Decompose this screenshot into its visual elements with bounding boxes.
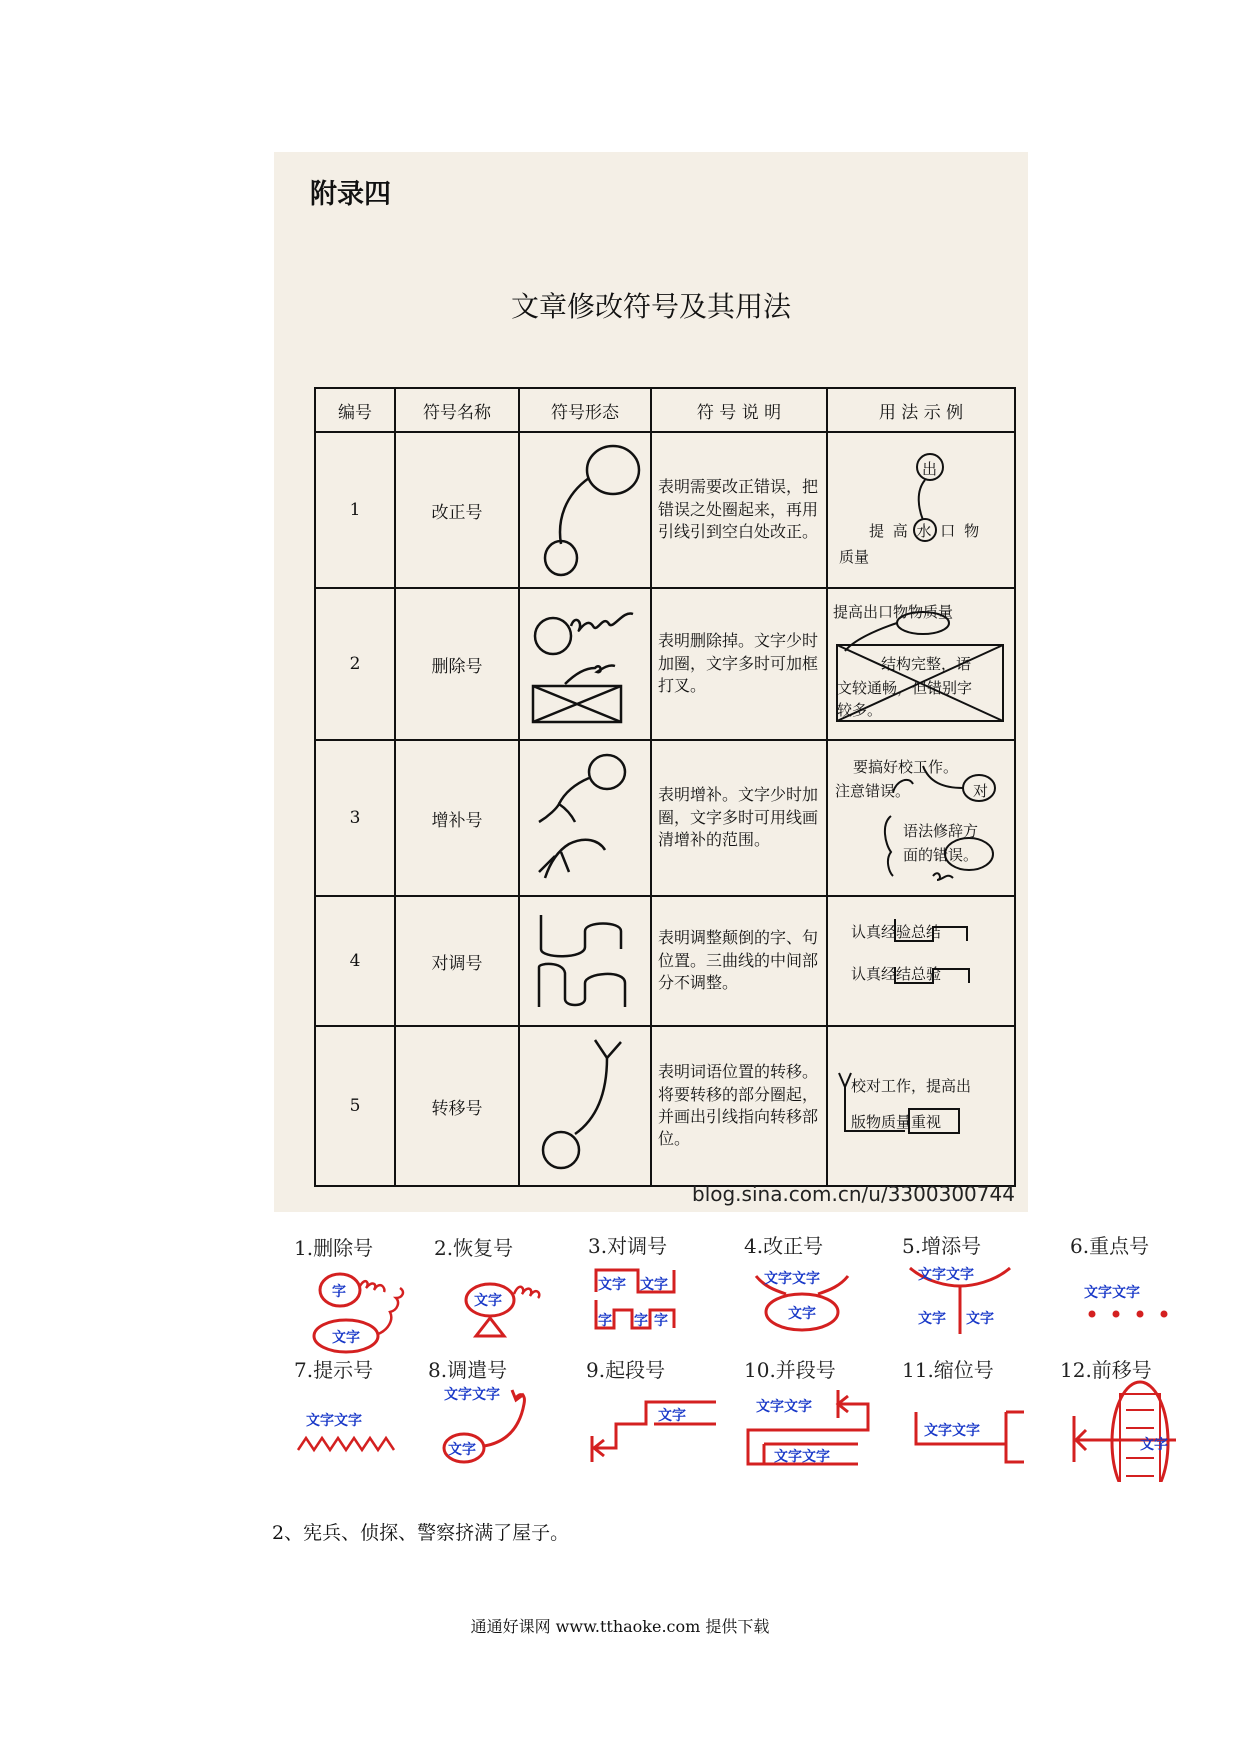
symbol-sample-word: 字 xyxy=(332,1284,346,1300)
exercise-sentence: 2、宪兵、侦探、警察挤满了屋子。 xyxy=(272,1522,570,1544)
symbol-sample-word: 文字 xyxy=(1140,1437,1168,1453)
appendix-heading: 附录四 xyxy=(310,179,391,210)
row-example xyxy=(827,432,1015,588)
row-description: 表明需要改正错误，把错误之处圈起来，再用引线引到空白处改正。 xyxy=(651,432,827,588)
proofreading-symbols-chart xyxy=(270,1230,1230,1520)
row-number: 5 xyxy=(315,1026,395,1186)
row-example xyxy=(827,740,1015,896)
symbol-label: 12.前移号 xyxy=(1060,1358,1152,1382)
symbol-sample-word: 文字文字 xyxy=(764,1271,820,1287)
table-row xyxy=(315,588,1015,740)
move-forward-mark xyxy=(1060,1354,1210,1482)
symbol-label: 8.调遣号 xyxy=(428,1358,508,1382)
row-number: 2 xyxy=(315,588,395,740)
indent-mark xyxy=(902,1354,1052,1482)
symbol-sample-word: 文字文字 xyxy=(306,1413,362,1429)
symbol-sample-word: 文字文字 xyxy=(774,1449,830,1465)
symbol-label: 10.并段号 xyxy=(744,1358,836,1382)
row-description: 表明删除掉。文字少时加圈，文字多时可加框打叉。 xyxy=(651,588,827,740)
example-line: 结构完整，语 xyxy=(881,655,972,673)
symbol-label: 4.改正号 xyxy=(744,1234,824,1258)
row-symbol-name: 改正号 xyxy=(395,432,519,588)
correction-symbol-icon xyxy=(519,432,651,588)
table-row xyxy=(315,432,1015,588)
row-number: 4 xyxy=(315,896,395,1026)
row-number: 1 xyxy=(315,432,395,588)
row-symbol-name: 删除号 xyxy=(395,588,519,740)
swap-mark xyxy=(588,1230,738,1358)
row-description: 表明调整颠倒的字、句位置。三曲线的中间部分不调整。 xyxy=(651,896,827,1026)
row-description: 表明词语位置的转移。将要转移的部分圈起，并画出引线指向转移部位。 xyxy=(651,1026,827,1186)
symbol-label: 6.重点号 xyxy=(1070,1234,1150,1258)
row-number: 3 xyxy=(315,740,395,896)
addition-mark xyxy=(902,1230,1052,1358)
new-paragraph-mark xyxy=(586,1354,736,1482)
example-line: 认真经结总验 xyxy=(851,965,942,983)
page-footer: 通通好课网 www.tthaoke.com 提供下载 xyxy=(470,1617,770,1636)
merge-paragraph-mark xyxy=(744,1354,894,1482)
table-row xyxy=(315,1026,1015,1186)
scanned-appendix-page xyxy=(274,152,1028,1212)
symbol-sample-word: 字 xyxy=(598,1313,612,1329)
example-line: 文较通畅，但错别字 xyxy=(837,679,973,697)
example-line: 校对工作，提高出 xyxy=(851,1077,972,1095)
example-line: 要搞好校工作。 xyxy=(853,758,959,776)
symbol-sample-word: 文字文字 xyxy=(756,1399,812,1415)
example-line: 较多。 xyxy=(837,701,883,719)
symbol-sample-word: 文字文字 xyxy=(444,1387,500,1403)
example-line: 提 高 水 口 物 xyxy=(869,522,982,540)
symbol-label: 5.增添号 xyxy=(902,1234,982,1258)
symbol-label: 1.删除号 xyxy=(294,1236,374,1260)
header-symbol-description: 符 号 说 明 xyxy=(651,388,827,432)
row-example xyxy=(827,588,1015,740)
row-symbol-name: 增补号 xyxy=(395,740,519,896)
restore-mark xyxy=(434,1232,584,1360)
header-symbol-name: 符号名称 xyxy=(395,388,519,432)
symbol-sample-word: 文字 xyxy=(332,1330,360,1346)
revision-symbols-table xyxy=(314,387,1016,1187)
row-description: 表明增补。文字少时加圈，文字多时可用线画清增补的范围。 xyxy=(651,740,827,896)
symbol-sample-word: 字 xyxy=(634,1313,648,1329)
header-usage-example: 用 法 示 例 xyxy=(827,388,1015,432)
deletion-mark xyxy=(294,1232,444,1360)
example-line: 面的错误。 xyxy=(903,846,979,864)
row-example xyxy=(827,896,1015,1026)
symbol-sample-word: 文字 xyxy=(598,1277,626,1293)
symbol-label: 3.对调号 xyxy=(588,1234,668,1258)
symbol-label: 2.恢复号 xyxy=(434,1236,514,1260)
symbol-sample-word: 文字 xyxy=(788,1306,816,1322)
example-correction-word: 出 xyxy=(922,460,938,478)
deletion-symbol-icon xyxy=(519,588,651,740)
symbol-sample-word: 文字 xyxy=(966,1311,994,1327)
correction-mark xyxy=(744,1230,894,1358)
symbol-sample-word: 文字 xyxy=(474,1293,502,1309)
symbol-sample-word: 字 xyxy=(654,1313,668,1329)
example-line: 质量 xyxy=(839,548,870,566)
symbol-sample-word: 文字 xyxy=(658,1408,686,1424)
table-header-row xyxy=(315,388,1015,432)
move-mark xyxy=(428,1354,578,1482)
symbol-sample-word: 文字 xyxy=(640,1277,668,1293)
row-example xyxy=(827,1026,1015,1186)
row-symbol-name: 转移号 xyxy=(395,1026,519,1186)
header-symbol-shape: 符号形态 xyxy=(519,388,651,432)
symbol-sample-word: 文字文字 xyxy=(1084,1285,1140,1301)
table-row xyxy=(315,740,1015,896)
symbol-sample-word: 文字文字 xyxy=(918,1267,974,1283)
hint-mark xyxy=(294,1354,444,1482)
insertion-symbol-icon xyxy=(519,740,651,896)
symbol-label: 9.起段号 xyxy=(586,1358,666,1382)
document-title: 文章修改符号及其用法 xyxy=(510,290,791,323)
symbol-label: 7.提示号 xyxy=(294,1358,374,1382)
example-line: 提高出口物物质量 xyxy=(833,603,954,621)
symbol-label: 11.缩位号 xyxy=(902,1358,994,1382)
transfer-symbol-icon xyxy=(519,1026,651,1186)
example-line: 语法修辞方 xyxy=(903,822,979,840)
header-number: 编号 xyxy=(315,388,395,432)
image-credit: blog.sina.com.cn/u/3300300744 xyxy=(692,1182,1015,1206)
example-line: 认真经验总结 xyxy=(851,923,942,941)
symbol-sample-word: 文字 xyxy=(448,1442,476,1458)
emphasis-mark xyxy=(1070,1230,1220,1358)
symbol-sample-word: 文字 xyxy=(918,1311,946,1327)
row-symbol-name: 对调号 xyxy=(395,896,519,1026)
example-line: 注意错误。 xyxy=(835,782,911,800)
example-insert-word: 对 xyxy=(973,782,989,800)
swap-symbol-icon xyxy=(519,896,651,1026)
symbol-sample-word: 文字文字 xyxy=(924,1423,980,1439)
example-line: 版物质量重视 xyxy=(851,1113,942,1131)
table-row xyxy=(315,896,1015,1026)
